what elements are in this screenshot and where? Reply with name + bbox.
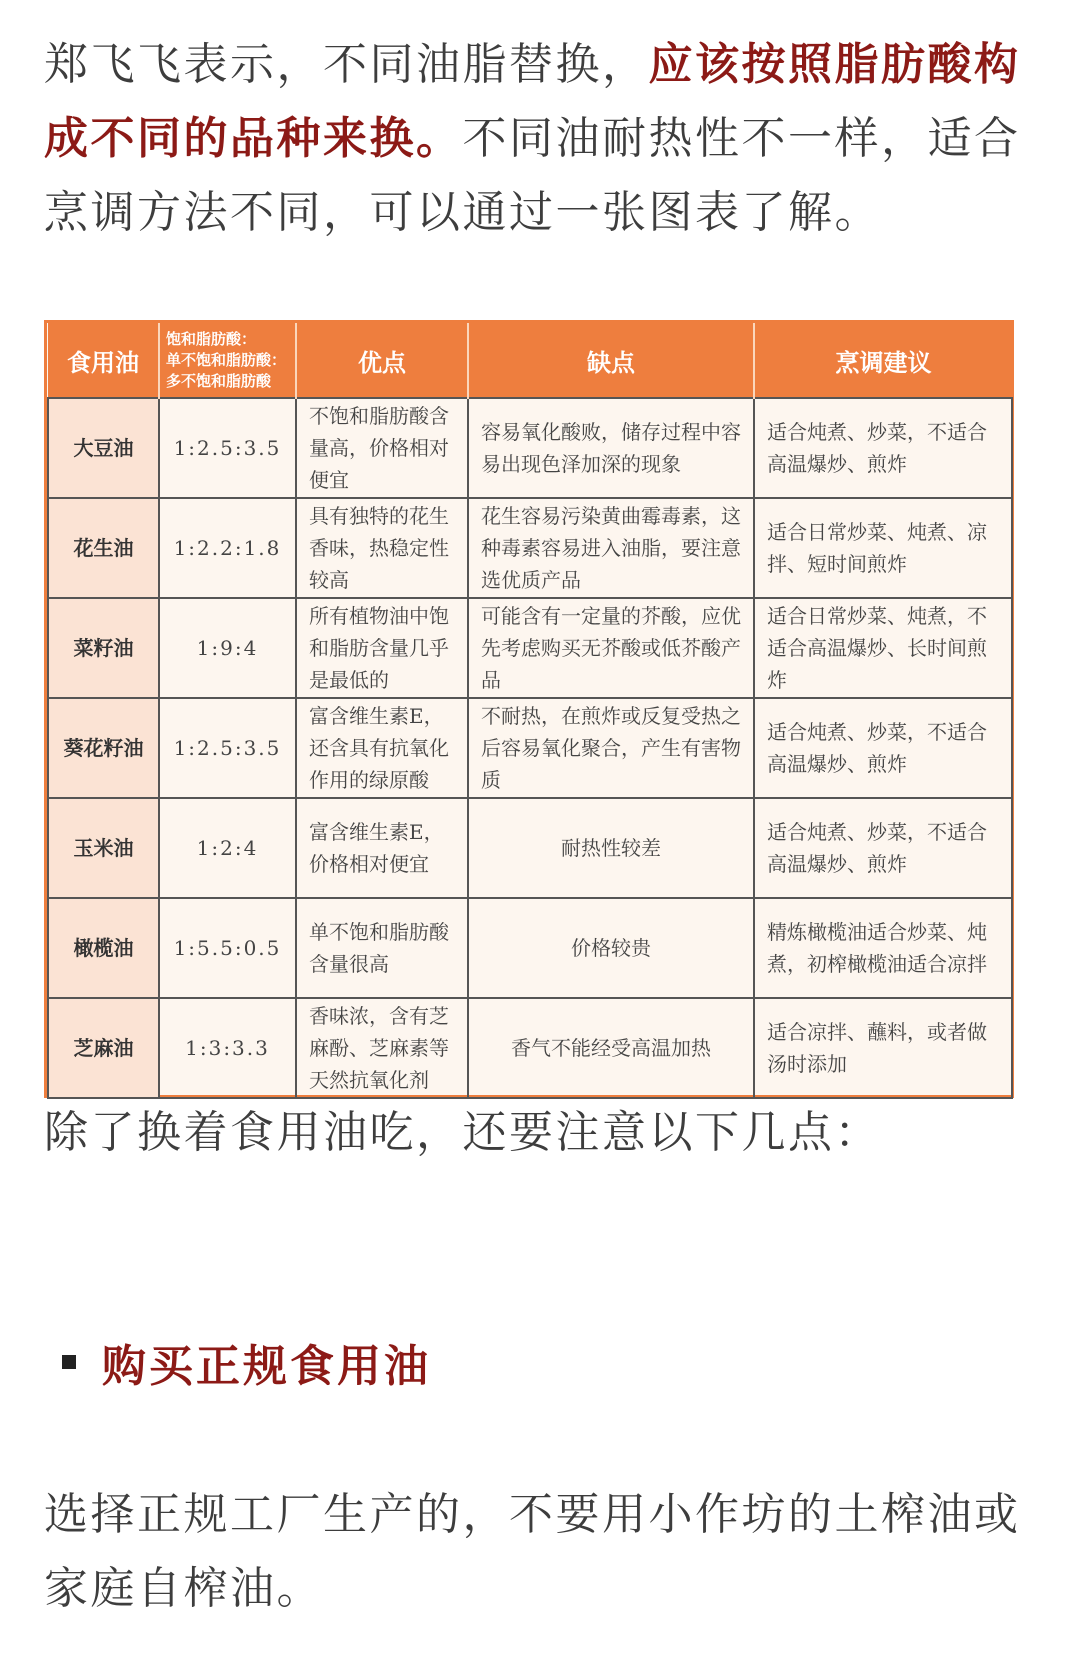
oil-name: 大豆油 [48, 398, 159, 498]
after-table-text: 除了换着食用油吃，还要注意以下几点： [44, 1107, 881, 1158]
cons-cell: 不耐热，在煎炸或反复受热之后容易氧化聚合，产生有害物质 [468, 698, 754, 798]
fat-ratio: 1:2.5:3.5 [159, 398, 296, 498]
header-ratio [159, 323, 296, 398]
table-row [48, 998, 1012, 1098]
intro-paragraph [44, 28, 1034, 250]
final-paragraph: 选择正规工厂生产的，不要用小作坊的土榨油或家庭自榨油。 [44, 1489, 1021, 1614]
fat-ratio: 1:2:4 [159, 798, 296, 898]
advice-cell: 适合炖煮、炒菜，不适合高温爆炒、煎炸 [754, 398, 1012, 498]
oil-name: 芝麻油 [48, 998, 159, 1098]
header-ratio-line3: 多不饱和脂肪酸 [166, 371, 272, 390]
cons-cell: 花生容易污染黄曲霉毒素，这种毒素容易进入油脂，要注意选优质产品 [468, 498, 754, 598]
table-header-row [48, 323, 1012, 398]
pros-cell: 单不饱和脂肪酸含量很高 [296, 898, 468, 998]
header-oil: 食用油 [48, 323, 159, 398]
table-row [48, 498, 1012, 598]
advice-cell: 精炼橄榄油适合炒菜、炖煮，初榨橄榄油适合凉拌 [754, 898, 1012, 998]
advice-cell: 适合炖煮、炒菜，不适合高温爆炒、煎炸 [754, 798, 1012, 898]
square-bullet-icon [62, 1355, 76, 1369]
fat-ratio: 1:2.2:1.8 [159, 498, 296, 598]
table-row [48, 898, 1012, 998]
cons-cell: 容易氧化酸败，储存过程中容易出现色泽加深的现象 [468, 398, 754, 498]
advice-cell: 适合日常炒菜、炖煮、凉拌、短时间煎炸 [754, 498, 1012, 598]
header-ratio-line1: 饱和脂肪酸： [166, 329, 257, 348]
fat-ratio: 1:3:3.3 [159, 998, 296, 1098]
oil-comparison-table [44, 320, 1014, 1098]
table-row [48, 398, 1012, 498]
header-advice: 烹调建议 [754, 323, 1012, 398]
pros-cell: 不饱和脂肪酸含量高，价格相对便宜 [296, 398, 468, 498]
oil-name: 橄榄油 [48, 898, 159, 998]
oil-name: 花生油 [48, 498, 159, 598]
pros-cell: 富含维生素E，价格相对便宜 [296, 798, 468, 898]
fat-ratio: 1:2.5:3.5 [159, 698, 296, 798]
bullet-heading: 购买正规食用油 [102, 1341, 431, 1392]
intro-highlight: 应该按照脂肪酸构成不同的品种来换。 [44, 39, 1021, 164]
fat-ratio: 1:5.5:0.5 [159, 898, 296, 998]
cons-cell: 香气不能经受高温加热 [468, 998, 754, 1098]
oil-name: 葵花籽油 [48, 698, 159, 798]
header-pros: 优点 [296, 323, 468, 398]
table-row [48, 798, 1012, 898]
intro-text: 郑飞飞表示，不同油脂替换， [44, 39, 649, 90]
cons-cell: 价格较贵 [468, 898, 754, 998]
fat-ratio: 1:9:4 [159, 598, 296, 698]
header-cons: 缺点 [468, 323, 754, 398]
table-row [48, 598, 1012, 698]
header-ratio-line2: 单不饱和脂肪酸： [166, 350, 287, 369]
advice-cell: 适合炖煮、炒菜，不适合高温爆炒、煎炸 [754, 698, 1012, 798]
pros-cell: 香味浓，含有芝麻酚、芝麻素等天然抗氧化剂 [296, 998, 468, 1098]
cons-cell: 耐热性较差 [468, 798, 754, 898]
pros-cell: 富含维生素E，还含具有抗氧化作用的绿原酸 [296, 698, 468, 798]
bullet-item [62, 1330, 431, 1394]
oil-name: 菜籽油 [48, 598, 159, 698]
table-row [48, 698, 1012, 798]
pros-cell: 所有植物油中饱和脂肪含量几乎是最低的 [296, 598, 468, 698]
intro-text-2: 不同油耐热性不一样，适合烹调方法不同，可以通过一张图表了解。 [44, 113, 1021, 238]
cons-cell: 可能含有一定量的芥酸，应优先考虑购买无芥酸或低芥酸产品 [468, 598, 754, 698]
advice-cell: 适合日常炒菜、炖煮，不适合高温爆炒、长时间煎炸 [754, 598, 1012, 698]
oil-name: 玉米油 [48, 798, 159, 898]
advice-cell: 适合凉拌、蘸料，或者做汤时添加 [754, 998, 1012, 1098]
pros-cell: 具有独特的花生香味，热稳定性较高 [296, 498, 468, 598]
